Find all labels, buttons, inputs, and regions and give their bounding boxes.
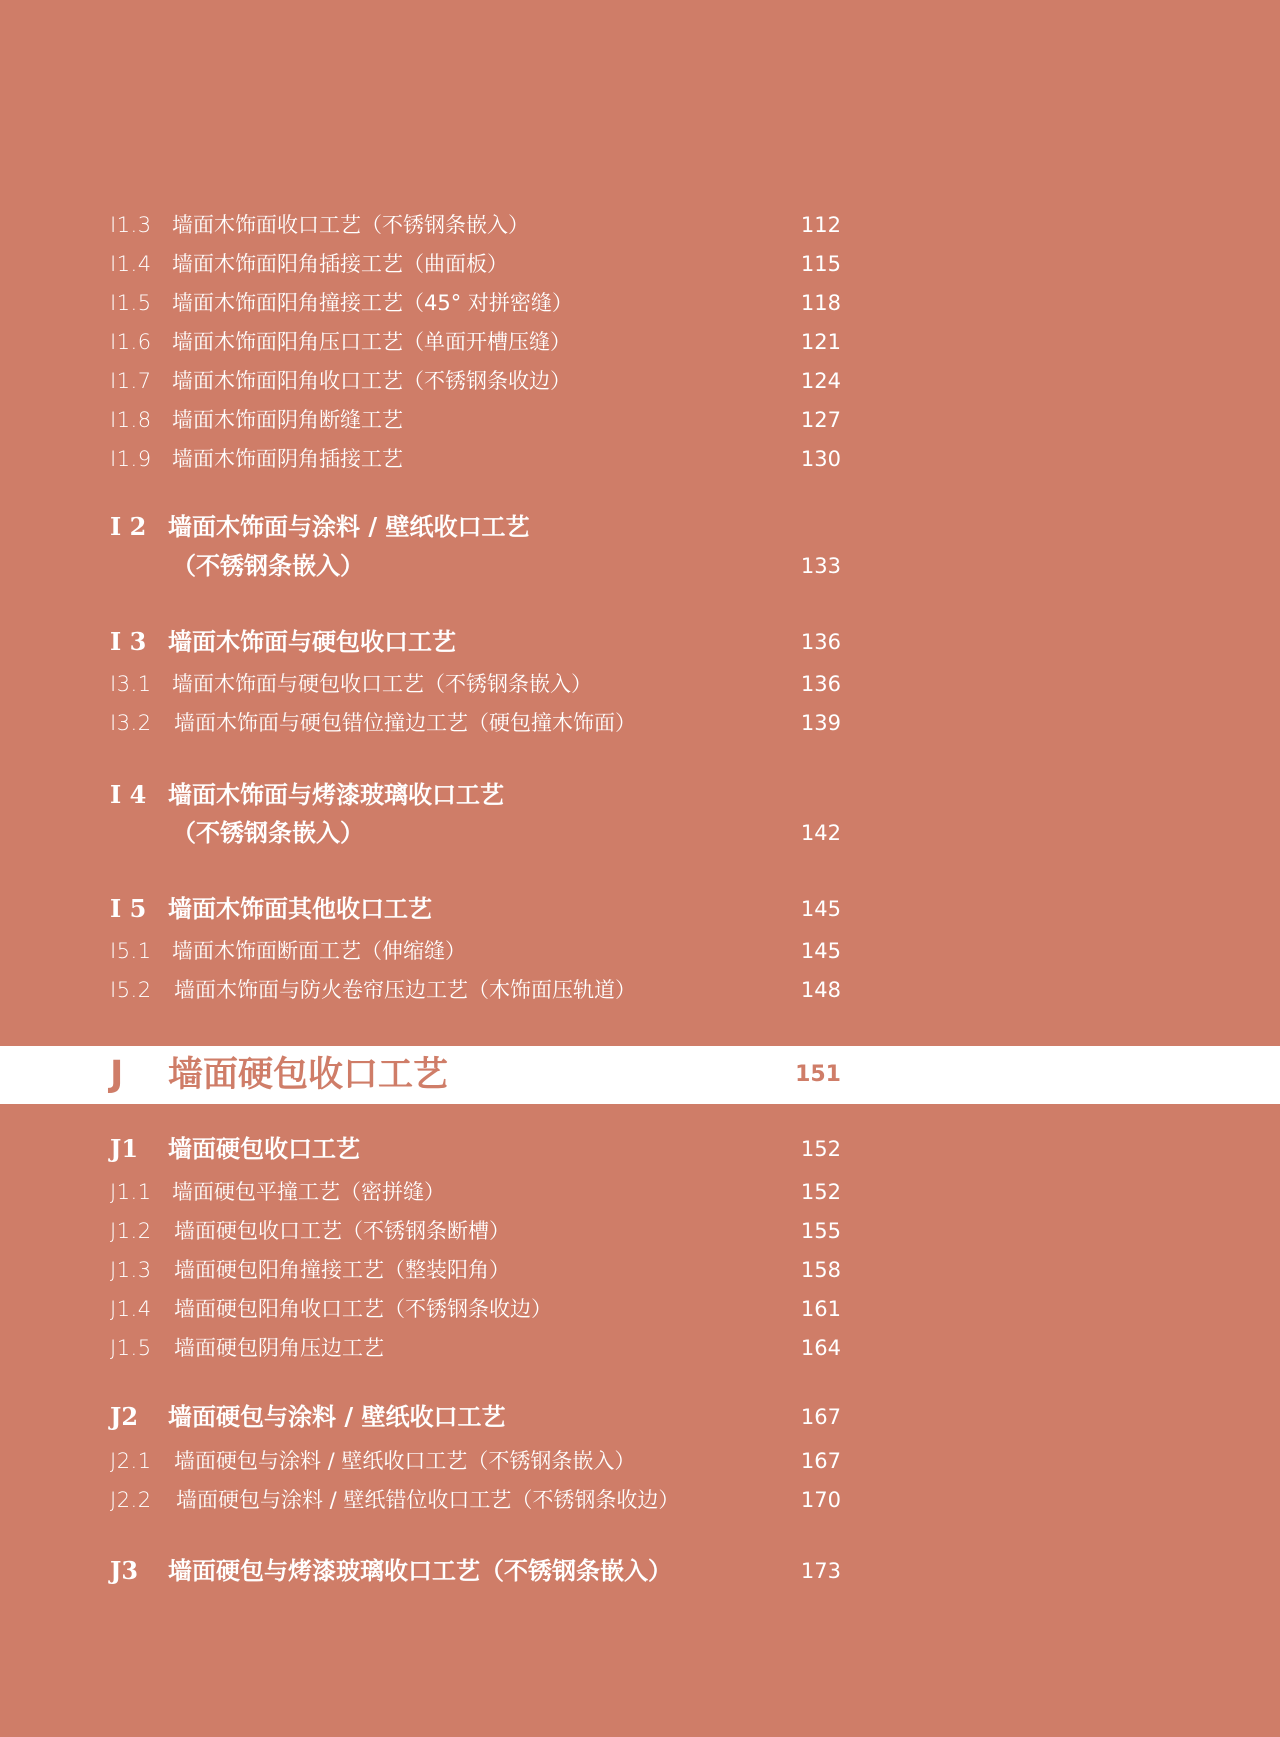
section-title: 墙面木饰面与硬包收口工艺: [168, 627, 456, 656]
section-code: J1: [110, 1134, 139, 1163]
section-title-continued: （不锈钢条嵌入）: [172, 818, 364, 847]
entry-code: J1.2: [110, 1219, 152, 1243]
entry-page: 161: [800, 1297, 841, 1321]
entry-code: I1.8: [110, 408, 152, 432]
entry-title: 墙面木饰面断面工艺（伸缩缝）: [172, 939, 466, 963]
section-title: 墙面木饰面其他收口工艺: [168, 894, 432, 923]
entry-code: I1.4: [110, 252, 152, 276]
section-page: 136: [800, 630, 841, 654]
entry-title: 墙面硬包与涂料 / 壁纸收口工艺（不锈钢条嵌入）: [174, 1449, 636, 1473]
toc-section-i4[interactable]: [0, 778, 1280, 812]
entry-title: 墙面木饰面与硬包收口工艺（不锈钢条嵌入）: [172, 672, 592, 696]
section-page: 167: [800, 1405, 841, 1429]
entry-title: 墙面木饰面阴角插接工艺: [172, 447, 403, 471]
entry-code: I5.1: [110, 939, 152, 963]
entry-page: 152: [800, 1180, 841, 1204]
section-code: I 3: [110, 627, 147, 656]
entry-code: J1.1: [110, 1180, 152, 1204]
toc-section-i2[interactable]: [0, 510, 1280, 544]
toc-entry-i1-3[interactable]: [0, 208, 1280, 242]
entry-code: J1.4: [110, 1297, 152, 1321]
entry-page: 112: [800, 213, 841, 237]
section-title: 墙面硬包与烤漆玻璃收口工艺（不锈钢条嵌入）: [168, 1556, 672, 1585]
toc-entry-i1-9[interactable]: [0, 442, 1280, 476]
toc-section-i3[interactable]: [0, 625, 1280, 659]
toc-entry-i3-2[interactable]: [0, 706, 1280, 740]
chapter-page: 151: [795, 1062, 841, 1087]
toc-entry-j1-1[interactable]: [0, 1175, 1280, 1209]
toc-entry-j1-4[interactable]: [0, 1292, 1280, 1326]
toc-entry-i5-1[interactable]: [0, 934, 1280, 968]
toc-section-i4-cont[interactable]: [0, 816, 1280, 850]
entry-page: 167: [800, 1449, 841, 1473]
entry-page: 164: [800, 1336, 841, 1360]
section-page: 152: [800, 1137, 841, 1161]
toc-section-i2-cont[interactable]: [0, 549, 1280, 583]
toc-entry-j2-1[interactable]: [0, 1444, 1280, 1478]
entry-code: I1.3: [110, 213, 152, 237]
entry-title: 墙面木饰面与硬包错位撞边工艺（硬包撞木饰面）: [174, 711, 636, 735]
entry-page: 139: [800, 711, 841, 735]
entry-code: I3.2: [110, 711, 152, 735]
entry-page: 121: [800, 330, 841, 354]
entry-page: 148: [800, 978, 841, 1002]
entry-title: 墙面木饰面收口工艺（不锈钢条嵌入）: [172, 213, 529, 237]
section-code: I 4: [110, 780, 147, 809]
toc-section-j2[interactable]: [0, 1400, 1280, 1434]
entry-code: I1.7: [110, 369, 152, 393]
toc-section-i5[interactable]: [0, 892, 1280, 926]
toc-entry-i1-6[interactable]: [0, 325, 1280, 359]
chapter-heading-band[interactable]: [0, 1046, 1280, 1104]
entry-title: 墙面硬包阳角收口工艺（不锈钢条收边）: [174, 1297, 552, 1321]
entry-page: 127: [800, 408, 841, 432]
toc-entry-i1-5[interactable]: [0, 286, 1280, 320]
entry-title: 墙面木饰面与防火卷帘压边工艺（木饰面压轨道）: [174, 978, 636, 1002]
entry-title: 墙面硬包收口工艺（不锈钢条断槽）: [174, 1219, 510, 1243]
entry-page: 170: [800, 1488, 841, 1512]
section-page: 142: [800, 821, 841, 845]
entry-code: J1.5: [110, 1336, 152, 1360]
entry-code: I1.5: [110, 291, 152, 315]
entry-title: 墙面木饰面阳角插接工艺（曲面板）: [172, 252, 508, 276]
entry-title: 墙面木饰面阴角断缝工艺: [172, 408, 403, 432]
entry-code: J1.3: [110, 1258, 152, 1282]
toc-entry-i1-8[interactable]: [0, 403, 1280, 437]
entry-title: 墙面木饰面阳角压口工艺（单面开槽压缝）: [172, 330, 571, 354]
entry-code: I1.6: [110, 330, 152, 354]
section-title: 墙面木饰面与烤漆玻璃收口工艺: [168, 780, 504, 809]
section-page: 145: [800, 897, 841, 921]
entry-page: 124: [800, 369, 841, 393]
entry-title: 墙面硬包阳角撞接工艺（整装阳角）: [174, 1258, 510, 1282]
section-code: J3: [110, 1556, 139, 1585]
section-code: J2: [110, 1402, 139, 1431]
entry-title: 墙面木饰面阳角收口工艺（不锈钢条收边）: [172, 369, 571, 393]
entry-title: 墙面木饰面阳角撞接工艺（45° 对拼密缝）: [172, 291, 573, 315]
toc-entry-i3-1[interactable]: [0, 667, 1280, 701]
entry-title: 墙面硬包平撞工艺（密拼缝）: [172, 1180, 445, 1204]
entry-code: J2.2: [110, 1488, 152, 1512]
entry-title: 墙面硬包阴角压边工艺: [174, 1336, 384, 1360]
entry-page: 145: [800, 939, 841, 963]
toc-section-j3[interactable]: [0, 1554, 1280, 1588]
section-page: 173: [800, 1559, 841, 1583]
toc-entry-j2-2[interactable]: [0, 1483, 1280, 1517]
toc-section-j1[interactable]: [0, 1132, 1280, 1166]
entry-code: I3.1: [110, 672, 152, 696]
entry-code: J2.1: [110, 1449, 152, 1473]
toc-entry-j1-3[interactable]: [0, 1253, 1280, 1287]
section-code: I 5: [110, 894, 147, 923]
entry-code: I5.2: [110, 978, 152, 1002]
entry-page: 115: [800, 252, 841, 276]
section-title: 墙面硬包收口工艺: [168, 1134, 360, 1163]
toc-entry-i1-4[interactable]: [0, 247, 1280, 281]
entry-title: 墙面硬包与涂料 / 壁纸错位收口工艺（不锈钢条收边）: [176, 1488, 680, 1512]
section-page: 133: [800, 554, 841, 578]
section-code: I 2: [110, 512, 147, 541]
section-title: 墙面硬包与涂料 / 壁纸收口工艺: [168, 1402, 506, 1431]
entry-code: I1.9: [110, 447, 152, 471]
section-title: 墙面木饰面与涂料 / 壁纸收口工艺: [168, 512, 530, 541]
entry-page: 118: [800, 291, 841, 315]
entry-page: 155: [800, 1219, 841, 1243]
entry-page: 158: [800, 1258, 841, 1282]
entry-page: 130: [800, 447, 841, 471]
toc-entry-j1-5[interactable]: [0, 1331, 1280, 1365]
chapter-title: 墙面硬包收口工艺: [168, 1055, 449, 1095]
section-title-continued: （不锈钢条嵌入）: [172, 551, 364, 580]
chapter-code: J: [110, 1054, 124, 1095]
toc-entry-j1-2[interactable]: [0, 1214, 1280, 1248]
entry-page: 136: [800, 672, 841, 696]
toc-entry-i5-2[interactable]: [0, 973, 1280, 1007]
toc-entry-i1-7[interactable]: [0, 364, 1280, 398]
